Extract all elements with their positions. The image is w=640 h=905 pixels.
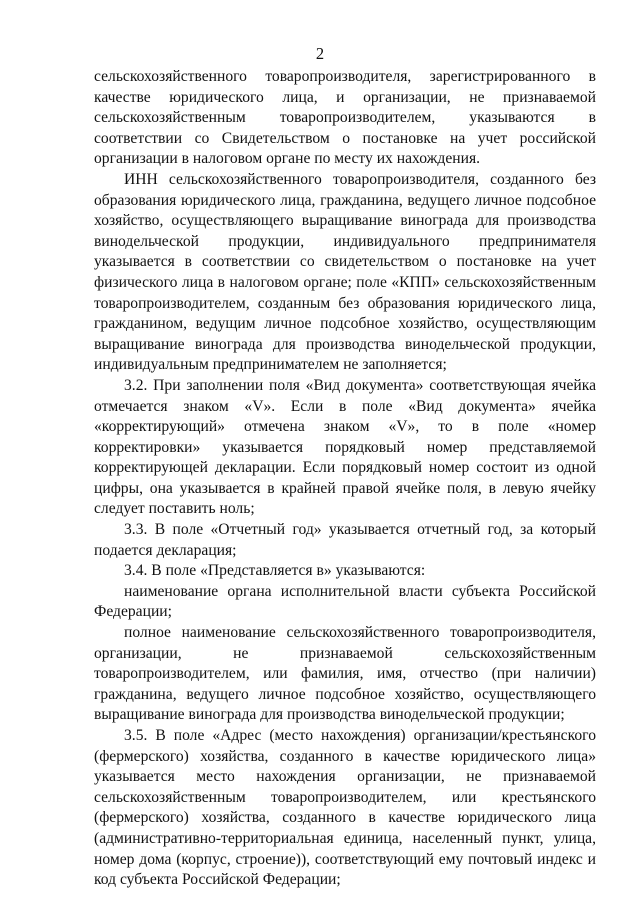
paragraph-3-4-item-2: полное наименование сельскохозяйственного товаропроизводителя, организации, не признаваемой сельскохозяйственным товаропроизводителем, или фамилия, имя, отчество (при наличии) гражданина, ведущего личное подсобное хозяйство, осуществляющего выращивание винограда для производства винодельческой продукции; bbox=[94, 624, 596, 724]
document-body bbox=[94, 67, 596, 891]
page-number: 2 bbox=[315, 44, 325, 63]
paragraph-inn: ИНН сельскохозяйственного товаропроизводителя, созданного без образования юридического лица, гражданина, ведущего личное подсобное хозяйство, осуществляющего выращивание винограда для производства винодельческой продукции, индивидуального предпринимателя указывается в соответствии со свидетельством о постановке на учет физического лица в налоговом органе; поле «КПП» сельскохозяйственным товаропроизводителем, созданным без образования юридического лица, гражданином, ведущим личное подсобное хозяйство, осуществляющим выращивание винограда для производства винодельческой продукции, индивидуальным предпринимателем не заполняется; bbox=[94, 170, 596, 374]
paragraph-continuation: сельскохозяйственного товаропроизводителя, зарегистрированного в качестве юридического лица, и организации, не признаваемой сельскохозяйственным товаропроизводителем, указываются в соответствии со Свидетельством о постановке на учет российской организации в налоговом органе по месту их нахождения. bbox=[94, 68, 596, 168]
paragraph-3-2: 3.2. При заполнении поля «Вид документа» соответствующая ячейка отмечается знаком «V». Если в поле «Вид документа» ячейка «корректирующий» отмечена знаком «V», то в поле «номер корректировки» указывается порядковый номер представляемой корректирующей декларации. Если порядковый номер состоит из одной цифры, она указывается в крайней правой ячейке поля, в левую ячейку следует поставить ноль; bbox=[94, 376, 596, 518]
paragraph-3-3: 3.3. В поле «Отчетный год» указывается отчетный год, за который подается декларация; bbox=[94, 521, 596, 559]
paragraph-3-5: 3.5. В поле «Адрес (место нахождения) организации/крестьянского (фермерского) хозяйства, созданного в качестве юридического лица» указывается место нахождения организации, не признаваемой сельскохозяйственным товаропроизводителем, или крестьянского (фермерского) хозяйства, созданного в качестве юридического лица (административно-территориальная единица, населенный пункт, улица, номер дома (корпус, строение)), соответствующий ему почтовый индекс и код субъекта Российской Федерации; bbox=[94, 727, 596, 889]
paragraph-3-4-item-1: наименование органа исполнительной власти субъекта Российской Федерации; bbox=[94, 582, 596, 621]
paragraph-3-4: 3.4. В поле «Представляется в» указываются: bbox=[124, 562, 426, 580]
